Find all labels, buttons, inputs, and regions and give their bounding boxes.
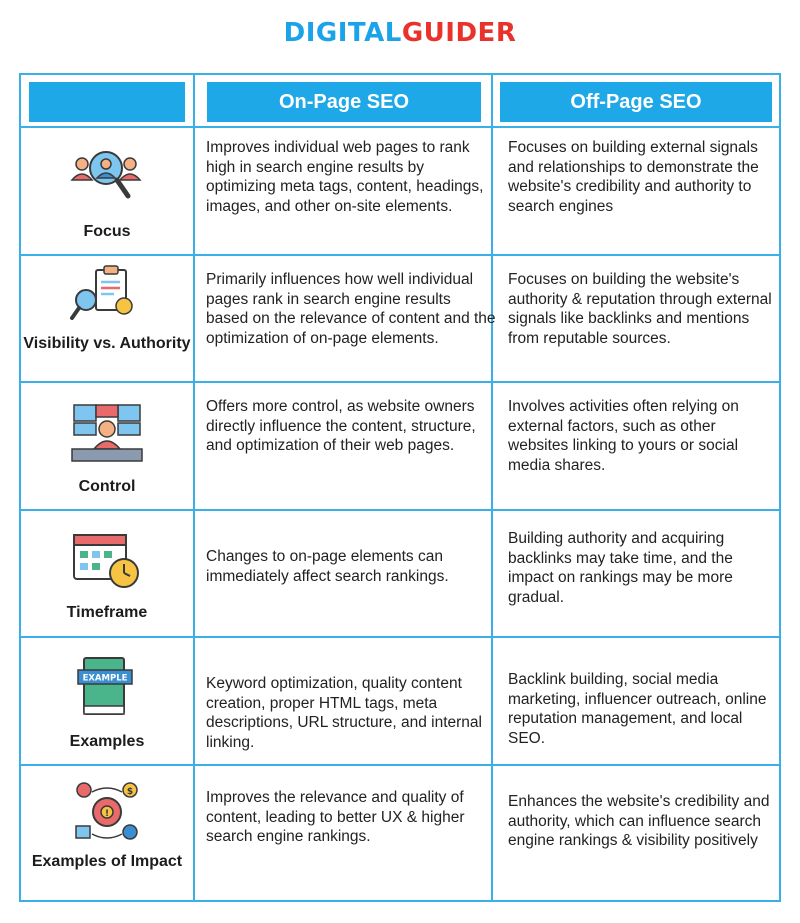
brand-logo-part2: GUIDER: [401, 18, 517, 48]
offpage-visibility-text: Focuses on building the website's authority & reputation through external signals like backlinks and mentions from reputable sources.: [508, 271, 772, 347]
control-panel-operator-icon: [68, 401, 146, 467]
row-label-timeframe: Timeframe: [66, 604, 148, 621]
onpage-visibility-text: Primarily influences how well individual pages rank in search engine results based on the relevance of content and the optimization of on-page elements.: [206, 271, 496, 347]
table-row-control: [21, 383, 779, 509]
svg-text:$: $: [126, 787, 134, 797]
gear-cycle-impact-icon: [68, 778, 146, 844]
svg-text:EXAMPLE: EXAMPLE: [82, 673, 128, 684]
row-label-examples: Examples: [69, 733, 145, 750]
calendar-clock-icon: [68, 527, 146, 593]
example-book-icon: [68, 654, 146, 720]
table-row-impact: [21, 766, 779, 900]
brand-logo-part1: DIGITAL: [283, 18, 402, 48]
table-row-focus: [21, 128, 779, 254]
users-magnifier-icon: [68, 146, 146, 212]
header-blank-cell: [29, 82, 185, 122]
table-row-visibility: [21, 256, 779, 381]
row-label-visibility: Visibility vs. Authority: [23, 335, 191, 352]
offpage-impact-text: Enhances the website's credibility and authority, which can influence search engine rankings & visibility positively: [508, 793, 770, 849]
onpage-focus-text: Improves individual web pages to rank high in search engine results by optimizing meta tags, content, headings, images, and other on-site elements.: [206, 139, 484, 215]
row-label-impact: Examples of Impact: [31, 853, 183, 870]
offpage-examples-text: Backlink building, social media marketing, influencer outreach, online reputation management, and local SEO.: [508, 671, 767, 747]
comparison-table: [19, 73, 781, 902]
table-row-examples: [21, 638, 779, 764]
header-onpage-seo: On-Page SEO: [207, 82, 481, 122]
row-label-focus: Focus: [83, 223, 131, 240]
offpage-focus-text: Focuses on building external signals and relationships to demonstrate the website's credibility and authority to search engines: [508, 139, 759, 215]
offpage-control-text: Involves activities often relying on external factors, such as other websites linking to yours or social media shares.: [508, 398, 739, 474]
onpage-impact-text: Improves the relevance and quality of content, leading to better UX & higher search engine rankings.: [206, 789, 465, 845]
row-label-control: Control: [78, 478, 136, 495]
brand-logo: [0, 18, 800, 48]
onpage-examples-text: Keyword optimization, quality content creation, proper HTML tags, meta descriptions, URL structure, and internal linking.: [206, 675, 482, 751]
certificate-magnifier-icon: [68, 264, 146, 330]
svg-text:!: !: [104, 809, 110, 819]
onpage-timeframe-text: Changes to on-page elements can immediately affect search rankings.: [206, 548, 449, 585]
offpage-timeframe-text: Building authority and acquiring backlinks may take time, and the impact on rankings may be more gradual.: [508, 530, 733, 606]
table-row-timeframe: [21, 511, 779, 636]
header-offpage-seo: Off-Page SEO: [500, 82, 772, 122]
onpage-control-text: Offers more control, as website owners directly influence the content, structure, and optimization of their web pages.: [206, 398, 476, 454]
